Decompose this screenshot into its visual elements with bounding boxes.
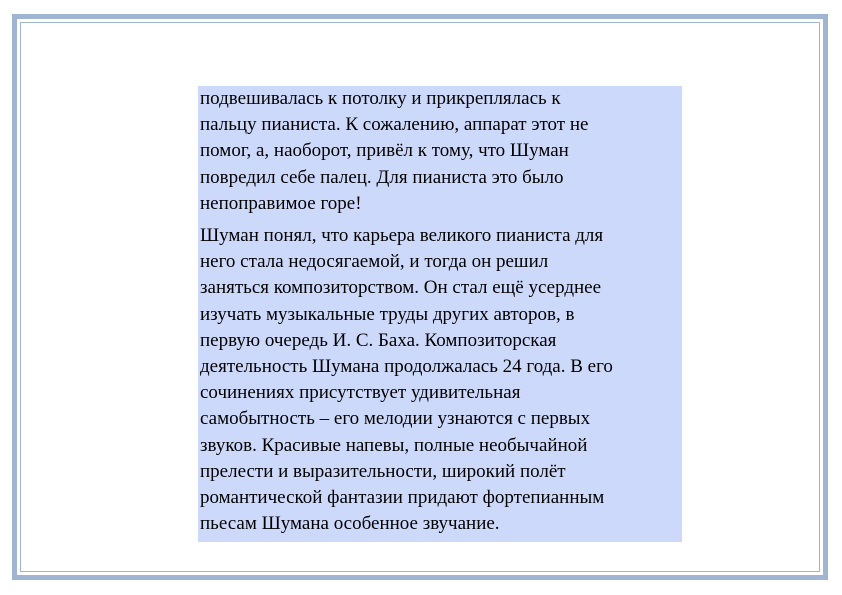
text-box <box>198 86 682 542</box>
paragraph-composer-career: Шуман понял, что карьера великого пианиста для него стала недосягаемой, и тогда он решил заняться композиторством. Он стал ещё усерднее изучать музыкальные труды других авторов, в первую очередь И. С. Баха. Композиторская деятельность Шумана продолжалась 24 года. В его сочинениях присутствует удивительная самобытность – его мелодии узнаются с первых звуков. Красивые напевы, полные необычайной прелести и выразительности, широкий полёт романтической фантазии придают фортепианным пьесам Шумана особенное звучание. <box>200 225 613 535</box>
paragraph-damaged-finger: подвешивалась к потолку и прикреплялась к пальцу пианиста. К сожалению, аппарат этот не помог, а, наоборот, привёл к тому, что Шуман повредил себе палец. Для пианиста это было непоправимое горе! <box>200 88 589 214</box>
